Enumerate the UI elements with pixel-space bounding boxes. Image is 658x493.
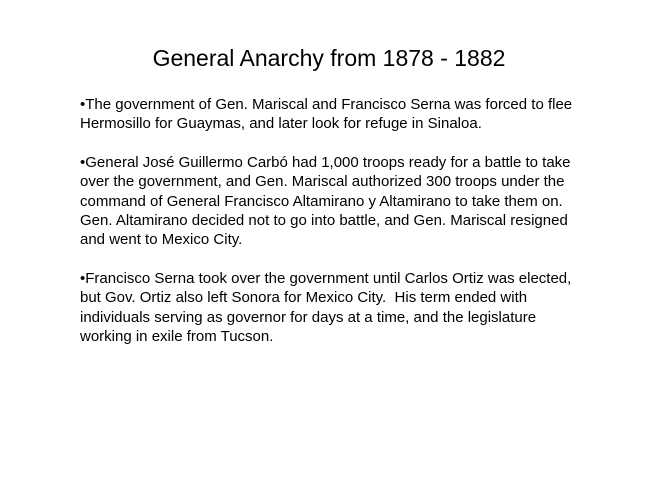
slide-body bbox=[80, 95, 640, 365]
slide-title: General Anarchy from 1878 - 1882 bbox=[152, 45, 506, 71]
text-line: individuals serving as governor for days at a time, and the legislature bbox=[80, 308, 537, 326]
text-line: •General José Guillermo Carbó had 1,000 troops ready for a battle to take bbox=[80, 153, 571, 171]
text-line: but Gov. Ortiz also left Sonora for Mexico City. His term ended with bbox=[80, 289, 528, 307]
text-line: and went to Mexico City. bbox=[80, 231, 243, 249]
text-line: •The government of Gen. Mariscal and Francisco Serna was forced to flee bbox=[80, 96, 573, 113]
text-line: working in exile from Tucson. bbox=[80, 328, 274, 346]
text-line: Gen. Altamirano decided not to go into battle, and Gen. Mariscal resigned bbox=[80, 212, 568, 230]
text-line: •Francisco Serna took over the government until Carlos Ortiz was elected, bbox=[80, 269, 572, 287]
text-line: command of General Francisco Altamirano y Altamirano to take them on. bbox=[80, 192, 563, 210]
bullet-paragraph-1 bbox=[80, 95, 640, 134]
bullet-paragraph-3 bbox=[80, 269, 640, 347]
text-line: over the government, and Gen. Mariscal authorized 300 troops under the bbox=[80, 173, 565, 191]
bullet-paragraph-2 bbox=[80, 153, 640, 250]
text-line: Hermosillo for Guaymas, and later look for refuge in Sinaloa. bbox=[80, 115, 482, 133]
